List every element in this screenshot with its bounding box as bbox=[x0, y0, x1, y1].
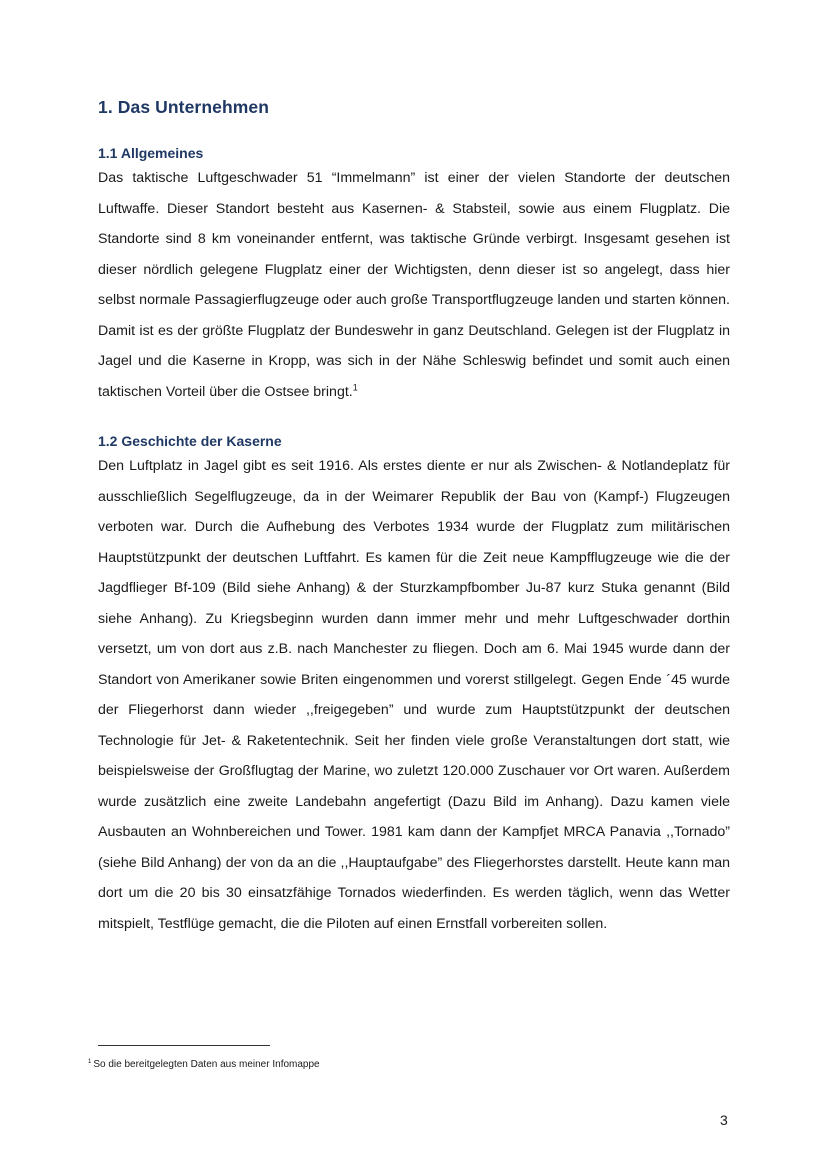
footnote-divider bbox=[98, 1045, 270, 1046]
footnote-marker: 1 bbox=[88, 1058, 92, 1065]
page-number: 3 bbox=[720, 1112, 728, 1128]
footnote-text: So die bereitgelegten Daten aus meiner Infomappe bbox=[93, 1059, 320, 1070]
footnote bbox=[88, 1058, 320, 1072]
section-history bbox=[98, 431, 730, 939]
paragraph-general bbox=[98, 163, 730, 407]
paragraph-general-text: Das taktische Luftgeschwader 51 “Immelmann” ist einer der vielen Standorte der deutschen Luftwaffe. Dieser Standort besteht aus Kasernen- & Stabsteil, sowie aus einem Flugplatz. Die Standorte sind 8 km voneinander entfernt, was taktische Gründe verbirgt. Insgesamt gesehen ist dieser nördlich gelegene Flugplatz einer der Wichtigsten, denn dieser ist so angelegt, dass hier selbst normale Passagierflugzeuge oder auch große Transportflugzeuge landen und starten können. Damit ist es der größte Flugplatz der Bundeswehr in ganz Deutschland. Gelegen ist der Flugplatz in Jagel und die Kaserne in Kropp, was sich in der Nähe Schleswig befindet und somit auch einen taktischen Vorteil über die Ostsee bringt. bbox=[98, 170, 730, 400]
section-heading-history: 1.2 Geschichte der Kaserne bbox=[98, 433, 282, 449]
footnote-reference: 1 bbox=[352, 381, 358, 392]
chapter-title: 1. Das Unternehmen bbox=[98, 97, 270, 117]
section-heading-general: 1.1 Allgemeines bbox=[98, 145, 204, 161]
section-general bbox=[98, 143, 730, 407]
paragraph-history: Den Luftplatz in Jagel gibt es seit 1916. Als erstes diente er nur als Zwischen- & Notlandeplatz für ausschließlich Segelflugzeuge, da in der Weimarer Republik der Bau von (Kampf-) Flugzeugen verboten war. Durch die Aufhebung des Verbotes 1934 wurde der Flugplatz zum militärischen Hauptstützpunkt der deutschen Luftfahrt. Es kamen für die Zeit neue Kampfflugzeuge wie die der Jagdflieger Bf-109 (Bild siehe Anhang) & der Sturzkampfbomber Ju-87 kurz Stuka genannt (Bild siehe Anhang). Zu Kriegsbeginn wurden dann immer mehr und mehr Luftgeschwader dorthin versetzt, um von dort aus z.B. nach Manchester zu fliegen. Doch am 6. Mai 1945 wurde dann der Standort von Amerikaner sowie Briten eingenommen und vorerst stillgelegt. Gegen Ende ´45 wurde der Fliegerhorst dann wieder ,,freigegeben” und wurde zum Hauptstützpunkt der deutschen Technologie für Jet- & Raketentechnik. Seit her finden viele große Veranstaltungen dort statt, wie beispielsweise der Großflugtag der Marine, wo zuletzt 120.000 Zuschauer vor Ort waren. Außerdem wurde zusätzlich eine zweite Landebahn angefertigt (Dazu Bild im Anhang). Dazu kamen viele Ausbauten an Wohnbereichen und Tower. 1981 kam dann der Kampfjet MRCA Panavia ,,Tornado” (siehe Bild Anhang) der von da an die ,,Hauptaufgabe” des Fliegerhorstes darstellt. Heute kann man dort um die 20 bis 30 einsatzfähige Tornados wiederfinden. Es werden täglich, wenn das Wetter mitspielt, Testflüge gemacht, die die Piloten auf einen Ernstfall vorbereiten sollen. bbox=[98, 458, 730, 932]
